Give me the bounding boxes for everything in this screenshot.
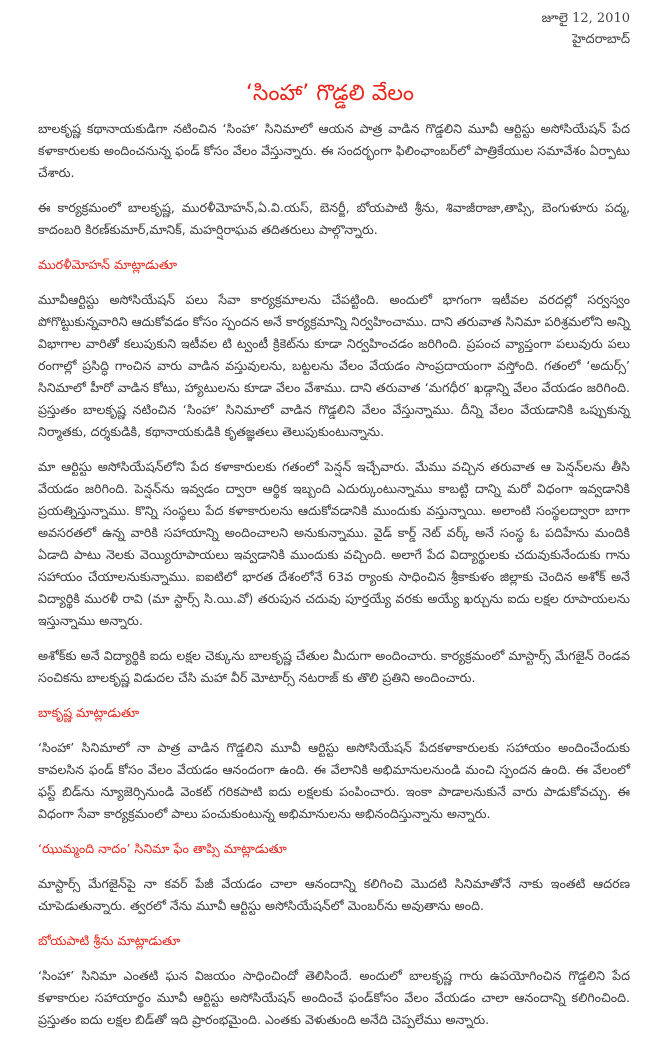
muralimohan-paragraph-3: అశోక్‌కు అనే విద్యార్థికి ఐదు లక్షల చెక్కును బాలకృష్ణ చేతుల మీదుగా అందించారు. కార్యక్రమంలో మాస్టార్స్ మేగజైన్ రెండవ సంచికను బాలకృష్ణ విడుదల చేసి మహా వీర్ మోటార్స్ నటరాజ్ కు తొలి ప్రతిని అందించారు.	[38, 648, 630, 685]
muralimohan-paragraph-1: మూవీఆర్టిస్టు అసోసియేషన్ పలు సేవా కార్యక్రమాలను చేపట్టింది. అందులో భాగంగా ఇటీవల వరదల్లో సర్వస్వం పోగొట్టుకున్నవారిని ఆదుకోవడం కోసం స్పందన అనే కార్యక్రమాన్ని నిర్వహించాము. దాని తరువాత సినిమా పరిశ్రమలోని అన్ని విభాగాల వారితో కలుపుకుని ఇటీవల టి ట్వంటీ క్రికెట్‌ను కూడా నిర్వహించడం జరిగింది. ప్రపంచ వ్యాప్తంగా పలువురు పలు రంగాల్లో ప్రసిద్ధి గాంచిన వారు వాడిన వస్తువులను, బట్టలను వేలం వేయడం సాంప్రదాయంగా వస్తోంది. గతంలో ‘అదుర్స్’ సినిమాలో హీరో వాడిన కోటు, హ్యాటులను కూడా వేలం వేశాము. దాని తరువాత ‘మగధీర’ ఖడ్గాన్ని వేలం వేయడం జరిగింది. ప్రస్తుతం బాలకృష్ణ నటించిన ‘సింహా’ సినిమాలో వాడిన గొడ్డలిని వేలం వేస్తున్నాము. దీన్ని వేలం వేయడానికి ఒప్పుకున్న నిర్మాతకు, దర్శకుడికి, కథానాయకుడికి కృతజ్ఞతలు తెలుపుకుంటున్నాను.	[38, 292, 630, 439]
balakrishna-paragraph: ‘సింహా’ సినిమాలో నా పాత్ర వాడిన గొడ్డలిని మూవీ ఆర్టిస్టు అసోసియేషన్ పేదకళాకారులకు సహాయం అందించేందుకు కావలసిన ఫండ్ కోసం వేలం వేయడం ఆనందంగా ఉంది. ఈ వేలానికి అభిమానులనుండి మంచి స్పందన ఉంది. ఈ వేలంలో ఫస్ట్ బిడ్‌ను న్యూజెర్సినుండి వెంకట్ గరికపాటి ఐదు లక్షలకు పంపించారు. ఇంకా పాడాలనుకునే వారు పాడుకోవచ్చు. ఈ విధంగా సేవా కార్యక్రమంలో పాలు పంచుకుంటున్న అభిమానులను అభినందిస్తున్నాను అన్నారు.	[38, 740, 630, 821]
article-body	[38, 118, 630, 1044]
dateline	[542, 8, 630, 50]
release-date: జూలై 12, 2010	[541, 11, 630, 26]
section-heading-muralimohan: మురళీమోహన్ మాట్లాడుతూ	[38, 257, 178, 272]
intro-paragraph: బాలకృష్ణ కథానాయకుడిగా నటించిన ‘సింహా’ సినిమాలో ఆయన పాత్ర వాడిన గొడ్డలిని మూవీ ఆర్టిస్టు అసోసియేషన్ పేద కళాకారులకు అందించనున్న ఫండ్ కోసం వేలం వేస్తున్నారు. ఈ సందర్భంగా ఫిలింఛాంబర్‌లో పాత్రికేయుల సమావేశం ఏర్పాటు చేశారు.	[38, 121, 630, 180]
tapsee-paragraph: మాస్టార్స్ మేగజైన్‌పై నా కవర్ పేజీ వేయడం చాలా ఆనందాన్ని కలిగించి మొదటి సినిమాతోనే నాకు ఇంతటి ఆదరణ చూపెడుతున్నారు. త్వరలో నేను మూవీ ఆర్టిస్టు అసోసియేషన్‌లో మెంబర్‌ను అవుతాను అంది.	[38, 876, 630, 913]
boyapati-paragraph: ‘సింహా’ సినిమా ఎంతటి ఘన విజయం సాధించిందో తెలిసిందే. అందులో బాలకృష్ణ గారు ఉపయోగించిన గొడ్డలిని పేద కళాకారుల సహాయార్థం మూవీ ఆర్టిస్టు అసోసియేషన్ అందించే ఫండ్‌కోసం వేలం వేయడం చాలా ఆనందాన్ని కలిగించింది. ప్రస్తుతం ఐదు లక్షల బిడ్‌తో ఇది ప్రారంభమైంది. ఎంతకు వెళుతుంది అనేది చెప్పలేము అన్నారు.	[38, 968, 630, 1027]
release-place: హైదరాబాద్	[572, 32, 630, 47]
attendees-paragraph: ఈ కార్యక్రమంలో బాలకృష్ణ, మురళీమోహన్,ఏ.వి.యస్, బెనర్జీ, బోయపాటి శ్రీను, శివాజీరాజా,తాప్సి, బెంగుళూరు పద్మ, కాదంబరి కిరణ్‌కుమార్,మానిక్, మహర్షిరాఘవ తదితరులు పాల్గొన్నారు.	[38, 200, 630, 237]
section-heading-balakrishna: బాకృష్ణ మాట్లాడుతూ	[38, 705, 140, 720]
section-heading-boyapati: బోయపాటి శ్రీను మాట్లాడుతూ	[38, 933, 181, 948]
muralimohan-paragraph-2: మా ఆర్టిస్టు అసోసియేషన్‌లోని పేద కళాకారులకు గతంలో పెన్షన్ ఇచ్చేవారు. మేము వచ్చిన తరువాత ఆ పెన్షన్‌లను తీసి వేయడం జరిగింది. పెన్షన్‌ను ఇవ్వడం ద్వారా ఆర్థిక ఇబ్బంది ఎదుర్కుంటున్నాము కాబట్టి దాన్ని మరో విధంగా ఇవ్వడానికి ప్రయత్నిస్తున్నాము. కొన్ని సంస్థలు పేద కళాకారులను ఆదుకోవడానికి ముందుకు వస్తున్నాయి. అలాంటి సంస్థలద్వారా బాగా అవసరతలో ఉన్న వారికి సహాయాన్ని అందించాలని అనుకున్నాము. వైడ్ కార్డ్ నెట్ వర్క్ అనే సంస్థ ఓ పదిహేను మందికి ఏడాది పాటు నెలకు వెయ్యిరూపాయలు ఇవ్వడానికి ముందుకు వచ్చింది. అలాగే పేద విద్యార్థులకు చదువుకునేందుకు గాను సహాయం చేయాలనుకున్నాము. ఐఐటిలో భారత దేశంలోనే 63వ ర్యాంకు సాధించిన శ్రీకాకుళం జిల్లాకు చెందిన అశోక్ అనే విద్యార్థికి మురళీ రావి (మా స్టార్స్ సి.యి.వో) తరుపున చదువు పూర్తయ్యే వరకు అయ్యే ఖర్చును ఐదు లక్షల రూపాయలను ఇస్తున్నాము అన్నారు.	[38, 459, 630, 628]
section-heading-tapsee: ‘ఝుమ్మంది నాదం’ సినిమా ఫేం తాప్సి మాట్లాడుతూ	[38, 841, 287, 856]
article-title: ‘సింహా’ గొడ్డలి వేలం	[245, 80, 415, 106]
